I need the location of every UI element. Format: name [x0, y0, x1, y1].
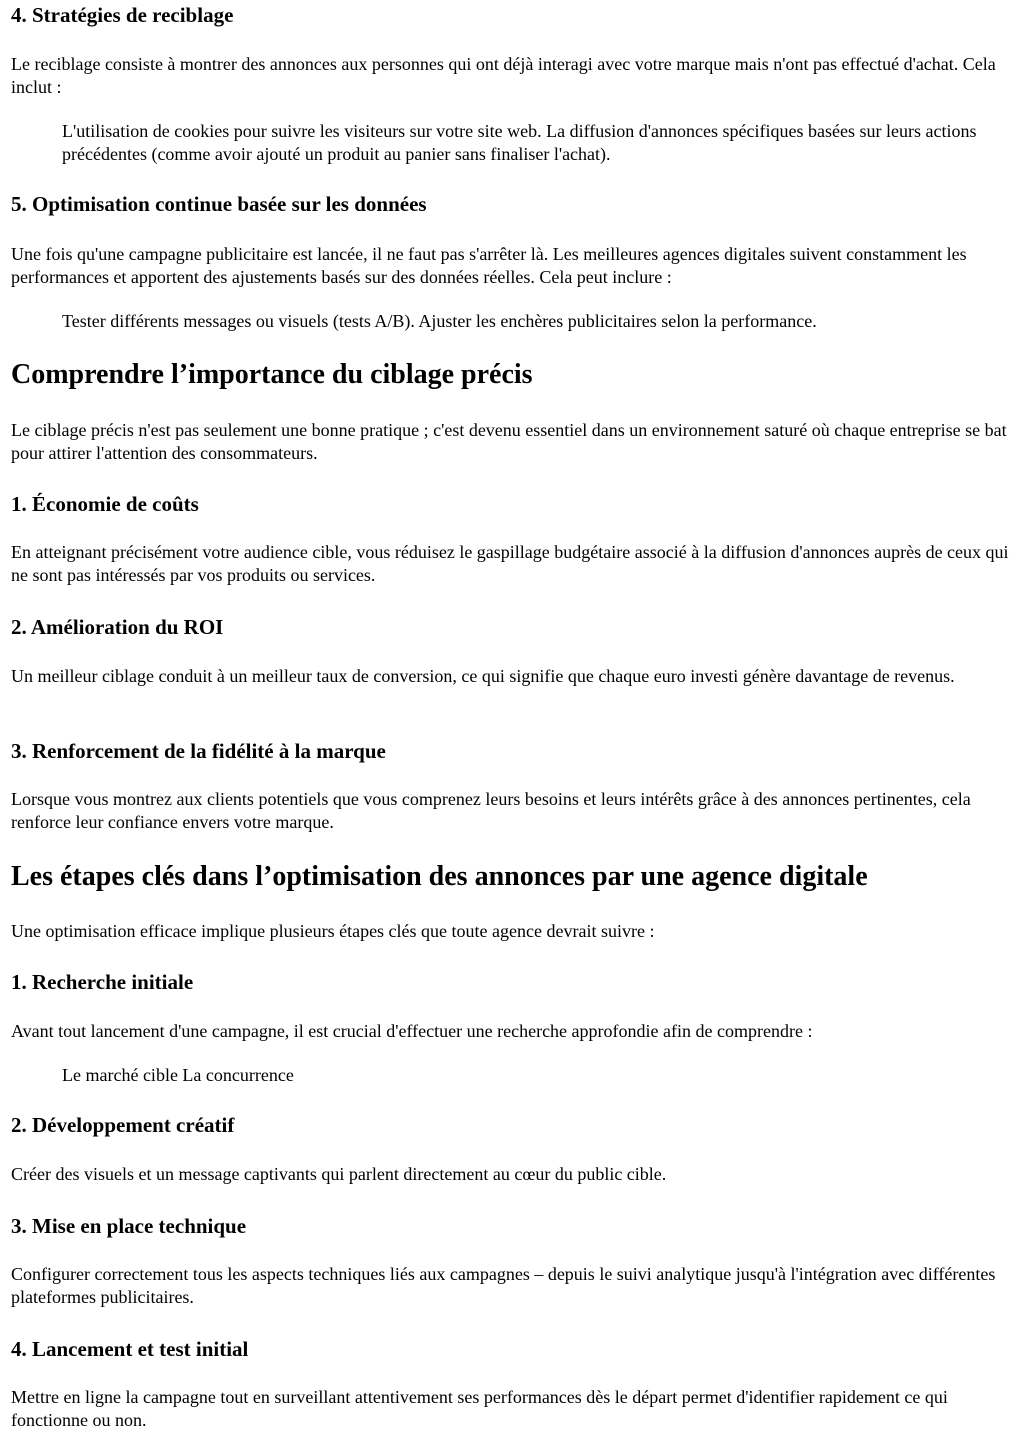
- heading-retargeting-strategies: 4. Stratégies de reciblage: [11, 3, 234, 27]
- paragraph: Configurer correctement tous les aspects techniques liés aux campagnes – depuis le suivi analytique jusqu'à l'intégration avec différentes plateformes publicitaires.: [11, 1264, 996, 1307]
- heading-key-steps: Les étapes clés dans l’optimisation des annonces par une agence digitale: [11, 861, 868, 892]
- indented-list: L'utilisation de cookies pour suivre les visiteurs sur votre site web. La diffusion d'annonces spécifiques basées sur leurs actions précédentes (comme avoir ajouté un produit au panier sans finaliser l'achat).: [62, 121, 977, 164]
- paragraph: Lorsque vous montrez aux clients potentiels que vous comprenez leurs besoins et leurs intérêts grâce à des annonces pertinentes, cela renforce leur confiance envers votre marque.: [11, 789, 971, 832]
- heading-initial-research: 1. Recherche initiale: [11, 970, 194, 994]
- heading-launch-initial-test: 4. Lancement et test initial: [11, 1337, 249, 1361]
- paragraph: Avant tout lancement d'une campagne, il est crucial d'effectuer une recherche approfondie afin de comprendre :: [11, 1021, 813, 1041]
- heading-cost-savings: 1. Économie de coûts: [11, 492, 199, 516]
- paragraph: Une optimisation efficace implique plusieurs étapes clés que toute agence devrait suivre :: [11, 921, 655, 941]
- indented-list: Tester différents messages ou visuels (tests A/B). Ajuster les enchères publicitaires selon la performance.: [62, 311, 817, 331]
- paragraph: Une fois qu'une campagne publicitaire est lancée, il ne faut pas s'arrêter là. Les meilleures agences digitales suivent constamment les performances et apportent des ajustements basés sur des données réelles. Cela peut inclure :: [11, 244, 967, 287]
- paragraph: Le ciblage précis n'est pas seulement une bonne pratique ; c'est devenu essentiel dans un environnement saturé où chaque entreprise se bat pour attirer l'attention des consommateurs.: [11, 420, 1007, 463]
- paragraph: Un meilleur ciblage conduit à un meilleur taux de conversion, ce qui signifie que chaque euro investi génère davantage de revenus.: [11, 666, 955, 686]
- paragraph: Créer des visuels et un message captivants qui parlent directement au cœur du public cible.: [11, 1164, 667, 1184]
- paragraph: Le reciblage consiste à montrer des annonces aux personnes qui ont déjà interagi avec votre marque mais n'ont pas effectué d'achat. Cela inclut :: [11, 54, 996, 97]
- heading-roi-improvement: 2. Amélioration du ROI: [11, 615, 224, 639]
- heading-creative-development: 2. Développement créatif: [11, 1113, 235, 1137]
- heading-brand-loyalty: 3. Renforcement de la fidélité à la marque: [11, 739, 386, 763]
- heading-technical-setup: 3. Mise en place technique: [11, 1214, 247, 1238]
- article-body: [0, 2, 1024, 1432]
- heading-continuous-optimization: 5. Optimisation continue basée sur les données: [11, 192, 427, 216]
- indented-list: Le marché cible La concurrence: [62, 1065, 294, 1085]
- heading-precise-targeting: Comprendre l’importance du ciblage précis: [11, 359, 533, 390]
- paragraph: En atteignant précisément votre audience cible, vous réduisez le gaspillage budgétaire associé à la diffusion d'annonces auprès de ceux qui ne sont pas intéressés par vos produits ou services.: [11, 542, 1009, 585]
- paragraph: Mettre en ligne la campagne tout en surveillant attentivement ses performances dès le départ permet d'identifier rapidement ce qui fonctionne ou non.: [11, 1387, 948, 1430]
